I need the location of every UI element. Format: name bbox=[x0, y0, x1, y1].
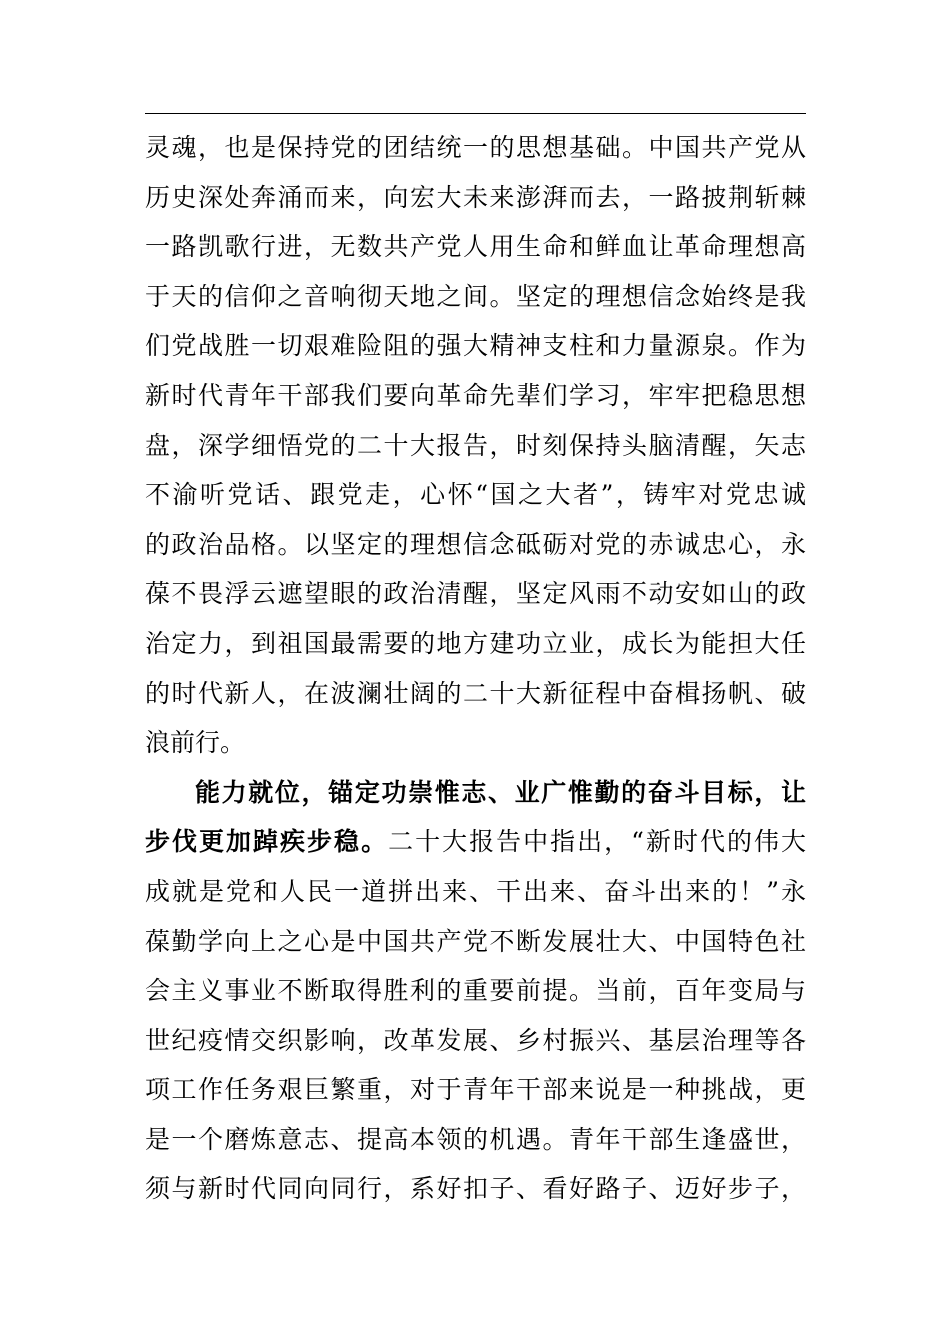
text-line: 治定力，到祖国最需要的地方建功立业，成长为能担大任 bbox=[145, 628, 806, 658]
section-heading: 能力就位，锚定功崇惟志、业广惟勤的奋斗目标，让 bbox=[195, 777, 806, 807]
text-line: 的政治品格。以坚定的理想信念砥砺对党的赤诚忠心，永 bbox=[145, 529, 806, 559]
section-heading-continued: 步伐更加踔疾步稳。 bbox=[145, 827, 389, 857]
text-line: 浪前行。 bbox=[145, 728, 246, 758]
paragraph-1 bbox=[145, 123, 806, 768]
text-line: 是一个磨炼意志、提高本领的机遇。青年干部生逢盛世， bbox=[145, 1124, 806, 1154]
paragraph-2 bbox=[145, 768, 806, 1214]
text-line: 灵魂，也是保持党的团结统一的思想基础。中国共产党从 bbox=[145, 133, 806, 162]
text-line: 一路凯歌行进，无数共产党人用生命和鲜血让革命理想高 bbox=[145, 232, 806, 262]
text-line: 的时代新人，在波澜壮阔的二十大新征程中奋楫扬帆、破 bbox=[145, 678, 806, 708]
text-line: 历史深处奔涌而来，向宏大未来澎湃而去，一路披荆斩棘 bbox=[145, 182, 806, 212]
text-run: 二十大报告中指出，“新时代的伟大 bbox=[388, 827, 806, 857]
text-line: 项工作任务艰巨繁重，对于青年干部来说是一种挑战，更 bbox=[145, 1075, 806, 1105]
text-line: 会主义事业不断取得胜利的重要前提。当前，百年变局与 bbox=[145, 976, 806, 1006]
text-line: 盘，深学细悟党的二十大报告，时刻保持头脑清醒，矢志 bbox=[145, 430, 806, 460]
text-line: 葆不畏浮云遮望眼的政治清醒，坚定风雨不动安如山的政 bbox=[145, 579, 806, 609]
text-line: 须与新时代同向同行，系好扣子、看好路子、迈好步子， bbox=[145, 1174, 806, 1204]
text-line: 世纪疫情交织影响，改革发展、乡村振兴、基层治理等各 bbox=[145, 1025, 806, 1055]
text-line: 葆勤学向上之心是中国共产党不断发展壮大、中国特色社 bbox=[145, 926, 806, 956]
text-line bbox=[145, 817, 806, 867]
text-line: 们党战胜一切艰难险阻的强大精神支柱和力量源泉。作为 bbox=[145, 331, 806, 361]
header-rule bbox=[145, 113, 806, 114]
text-line: 成就是党和人民一道拼出来、干出来、奋斗出来的！”永 bbox=[145, 876, 806, 906]
text-line: 不渝听党话、跟党走，心怀“国之大者”，铸牢对党忠诚 bbox=[145, 480, 806, 510]
text-line: 于天的信仰之音响彻天地之间。坚定的理想信念始终是我 bbox=[145, 281, 806, 311]
text-line: 新时代青年干部我们要向革命先辈们学习，牢牢把稳思想 bbox=[145, 380, 806, 410]
body-text bbox=[145, 123, 806, 1214]
